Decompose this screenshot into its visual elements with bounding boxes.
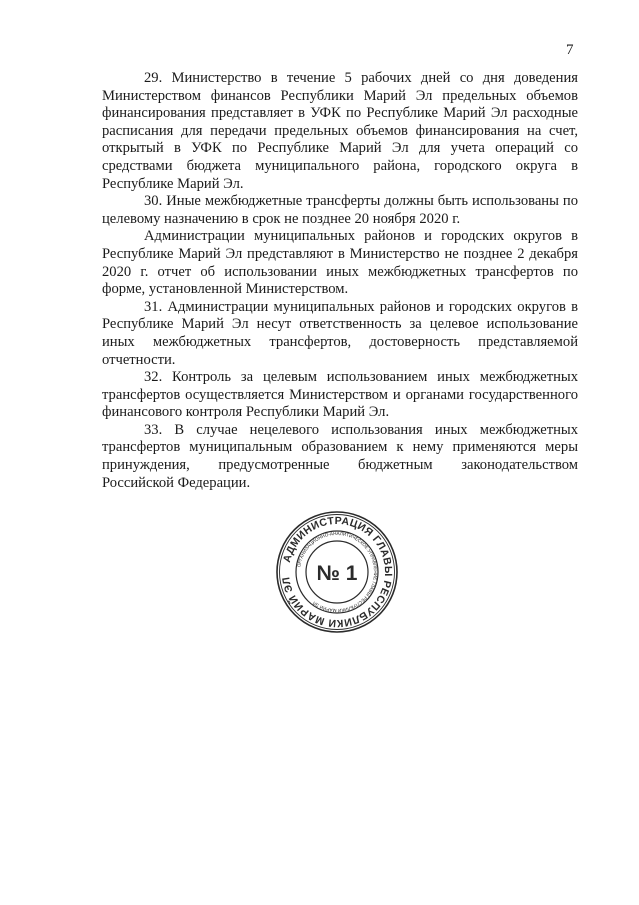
paragraph-32: 32. Контроль за целевым использованием иных межбюджетных трансфертов осуществляется Министерством и органами государственного финансового контроля Республики Марий Эл. (102, 369, 578, 421)
page-number: 7 (566, 42, 574, 58)
paragraph-33: 33. В случае нецелевого использования иных межбюджетных трансфертов муниципальным образованием к нему применяются меры принуждения, предусмотренные бюджетным законодательством Российской Федерации. (102, 421, 578, 491)
stamp-outer-text: АДМИНИСТРАЦИЯ ГЛАВЫ РЕСПУБЛИКИ МАРИЙ ЭЛ (280, 514, 395, 630)
paragraph-31: 31. Администрации муниципальных районов и городских округов в Республике Марий Эл несут ответственность за целевое использование иных межбюджетных трансфертов, достоверность представляемой отчетности. (102, 298, 578, 368)
stamp-inner-text: ОРГАНИЗАЦИОННО-АНАЛИТИЧЕСКОЕ УПРАВЛЕНИЕ ГЛАВЫ РЕСПУБЛИКИ МАРИЙ ЭЛ (296, 530, 379, 614)
document-body (102, 70, 578, 492)
stamp-number: № 1 (316, 562, 358, 585)
paragraph-30-reporting: Администрации муниципальных районов и городских округов в Республике Марий Эл представляют в Министерство не позднее 2 декабря 2020 г. отчет об использовании иных межбюджетных трансфертов по форме, установленной Министерством. (102, 228, 578, 298)
stamp-graphic (275, 510, 399, 634)
official-stamp (275, 510, 399, 634)
paragraph-29: 29. Министерство в течение 5 рабочих дней со дня доведения Министерством финансов Республики Марий Эл предельных объемов финансирования представляет в УФК по Республике Марий Эл расходные расписания для передачи предельных объемов финансирования на счет, открытый в УФК по Республике Марий Эл для учета операций со средствами бюджета муниципального района, городского округа в Республике Марий Эл. (102, 70, 578, 192)
paragraph-30: 30. Иные межбюджетные трансферты должны быть использованы по целевому назначению в срок не позднее 20 ноября 2020 г. (102, 193, 578, 227)
